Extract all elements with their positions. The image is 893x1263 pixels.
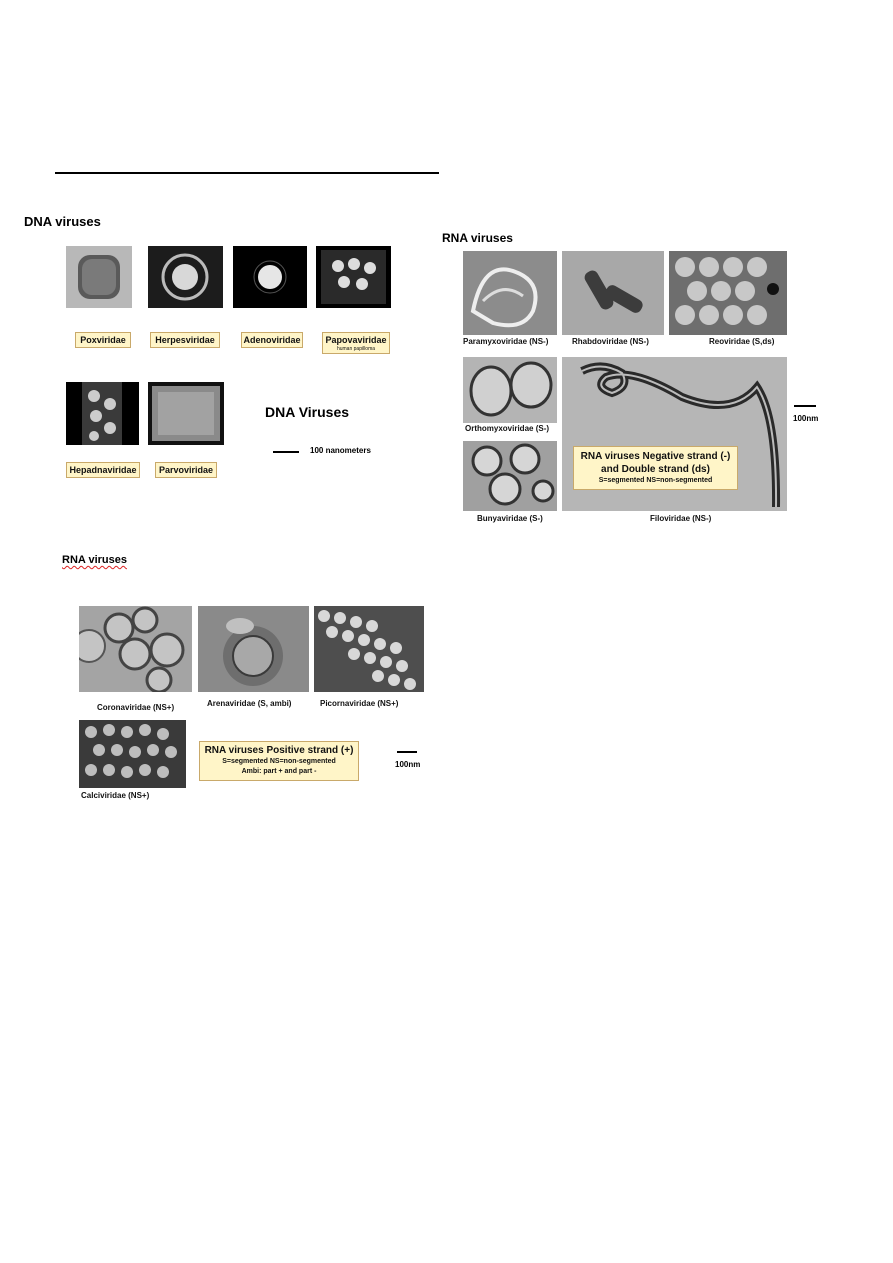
micrograph-coronaviridae — [79, 606, 192, 692]
heading-dna-viruses: DNA viruses — [24, 214, 101, 229]
dna-scale-bar — [273, 451, 299, 453]
label-papovaviridae-name: Papovaviridae — [325, 335, 387, 345]
rna-negative-scale-label: 100nm — [793, 414, 819, 423]
dna-panel-title: DNA Viruses — [265, 404, 350, 420]
label-papovaviridae-note: human papilloma — [336, 346, 376, 352]
rna-positive-info-line3: Ambi: part + and part - — [241, 768, 317, 775]
micrograph-calciviridae — [79, 720, 186, 788]
label-parvoviridae: Parvoviridae — [155, 462, 217, 478]
micrograph-bunyaviridae — [463, 441, 557, 511]
micrograph-poxviridae — [66, 246, 132, 308]
caption-reoviridae: Reoviridae (S,ds) — [709, 337, 775, 346]
rna-negative-info-line2: and Double strand (ds) — [601, 464, 710, 475]
micrograph-parvoviridae — [148, 382, 224, 445]
caption-arenaviridae: Arenaviridae (S, ambi) — [207, 699, 292, 708]
heading-rna-viruses-right: RNA viruses — [442, 231, 513, 245]
micrograph-reoviridae — [669, 251, 787, 335]
micrograph-rhabdoviridae — [562, 251, 664, 335]
caption-orthomyxoviridae: Orthomyxoviridae (S-) — [465, 424, 550, 433]
micrograph-adenoviridae — [233, 246, 307, 308]
caption-paramyxoviridae: Paramyxoviridae (NS-) — [463, 337, 549, 346]
caption-rhabdoviridae: Rhabdoviridae (NS-) — [572, 337, 649, 346]
rna-positive-info-box — [199, 741, 359, 781]
label-adenoviridae: Adenoviridae — [241, 332, 303, 348]
micrograph-arenaviridae — [198, 606, 309, 692]
caption-filoviridae: Filoviridae (NS-) — [650, 514, 712, 523]
rna-positive-info-line1: RNA viruses Positive strand (+) — [204, 745, 354, 756]
rna-positive-scale-label: 100nm — [395, 760, 421, 769]
caption-picornaviridae: Picornaviridae (NS+) — [320, 699, 399, 708]
rna-positive-info-line2: S=segmented NS=non-segmented — [222, 758, 336, 765]
micrograph-orthomyxoviridae — [463, 357, 557, 423]
micrograph-papovaviridae — [316, 246, 391, 308]
label-papovaviridae — [322, 332, 390, 354]
micrograph-herpesviridae — [148, 246, 223, 308]
label-poxviridae: Poxviridae — [75, 332, 131, 348]
rna-negative-info-box — [573, 446, 738, 490]
label-hepadnaviridae: Hepadnaviridae — [66, 462, 140, 478]
rna-negative-scale-bar — [794, 405, 816, 407]
rna-negative-info-line1: RNA viruses Negative strand (-) — [580, 451, 731, 462]
caption-bunyaviridae: Bunyaviridae (S-) — [477, 514, 543, 523]
horizontal-rule — [55, 172, 439, 174]
heading-rna-viruses-bottom: RNA viruses — [62, 554, 128, 566]
caption-calciviridae: Calciviridae (NS+) — [81, 791, 150, 800]
rna-negative-info-line3: S=segmented NS=non-segmented — [598, 477, 713, 484]
caption-coronaviridae: Coronaviridae (NS+) — [97, 703, 175, 712]
micrograph-paramyxoviridae — [463, 251, 557, 335]
rna-positive-scale-bar — [397, 751, 417, 753]
label-herpesviridae: Herpesviridae — [150, 332, 220, 348]
dna-scale-label: 100 nanometers — [310, 446, 371, 455]
micrograph-hepadnaviridae — [66, 382, 139, 445]
micrograph-picornaviridae — [314, 606, 424, 692]
